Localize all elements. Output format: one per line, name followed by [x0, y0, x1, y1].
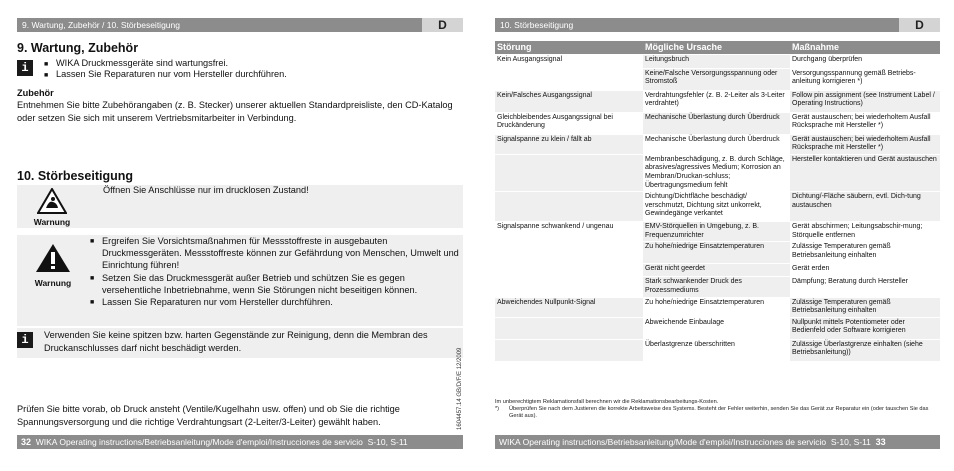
footnote-mark: *) — [495, 406, 500, 412]
fault-cell: Signalspanne schwankend / ungenau — [495, 222, 643, 242]
maintenance-bullets — [44, 58, 287, 80]
table-header-row — [495, 41, 940, 54]
hot-surface-warning — [23, 188, 81, 227]
cause-cell: Mechanische Überlastung durch Überdruck — [643, 134, 790, 154]
section-9-heading: 9. Wartung, Zubehör — [17, 41, 139, 55]
fault-cell — [495, 264, 643, 277]
fault-cell: Abweichendes Nullpunkt-Signal — [495, 297, 643, 317]
right-footer-model: S-10, S-11 — [830, 437, 871, 447]
left-page-number: 32 — [21, 437, 32, 447]
table-row — [495, 54, 940, 68]
cause-cell: Verdrahtungsfehler (z. B. 2-Leiter als 3-Leiter verdrahtet) — [643, 90, 790, 112]
check-text: Prüfen Sie bitte vorab, ob Druck ansteht (Ventile/Kugelhahn usw. offen) und ob Sie die richtige Spannungsversorgung und die richtige Verdrahtungsart (2-Leiter/3-Leiter) gewählt haben. — [17, 404, 400, 427]
action-cell: Dichtung/-Fläche säubern, evtl. Dich-tung austauschen — [790, 192, 940, 222]
action-cell: Gerät austauschen; bei wiederholtem Ausfall Rücksprache mit Hersteller *) — [790, 134, 940, 154]
cause-cell: Zu hohe/niedrige Einsatztemperaturen — [643, 242, 790, 264]
table-row — [495, 222, 940, 242]
table-row — [495, 277, 940, 297]
warning-list — [90, 235, 460, 308]
exclamation-warning-icon — [35, 243, 71, 273]
table-row — [495, 112, 940, 134]
warning-item: ■ Setzen Sie das Druckmessgerät außer Betrieb und schützen Sie es gegen versehentliche Inbetriebnahme, wenn Sie Störungen nicht beseitigen können. — [90, 272, 460, 296]
action-cell: Gerät austauschen; bei wiederholtem Ausfall Rücksprache mit Hersteller *) — [790, 112, 940, 134]
col-cause: Mögliche Ursache — [643, 41, 790, 54]
footnote-2-text: Überprüfen Sie nach dem Justieren die korrekte Arbeitsweise des Systems. Besteht der Fehler weiterhin, senden Sie das Gerät zur Reparatur ein (oder tauschen Sie das Gerät aus). — [509, 406, 929, 419]
action-cell: Versorgungsspannung gemäß Betriebs-anleitung korrigieren *) — [790, 68, 940, 90]
cause-cell: Dichtung/Dichtfläche beschädigt/ verschmutzt, Dichtung sitzt unkorrekt, Gewindegänge verkantet — [643, 192, 790, 222]
fault-cell — [495, 154, 643, 191]
table-row — [495, 317, 940, 339]
fault-cell: Gleichbleibendes Ausgangssignal bei Druckänderung — [495, 112, 643, 134]
info-icon: i — [17, 60, 33, 76]
footnote-2 — [495, 406, 935, 420]
table-row — [495, 154, 940, 191]
fault-cell: Signalspanne zu klein / fällt ab — [495, 134, 643, 154]
general-warning — [25, 243, 81, 288]
info-icon: i — [17, 332, 33, 348]
bullet-item: ■ WIKA Druckmessgeräte sind wartungsfrei. — [44, 58, 287, 69]
action-cell: Zulässige Temperaturen gemäß Betriebsanleitung einhalten — [790, 297, 940, 317]
cause-cell: Abweichende Einbaulage — [643, 317, 790, 339]
action-cell: Durchgang überprüfen — [790, 54, 940, 68]
section-10-heading: 10. Störbeseitigung — [17, 169, 133, 183]
cause-cell: Membranbeschädigung, z. B. durch Schläge, abrasives/agressives Medium; Korrosion an Membran/Druckan-schluss; Übertragungsmedium fehlt — [643, 154, 790, 191]
fault-cell — [495, 339, 643, 361]
fault-cell: Kein/Falsches Ausgangssignal — [495, 90, 643, 112]
right-footer-text: WIKA Operating instructions/Betriebsanleitung/Mode d'emploi/Instrucciones de servicio — [499, 437, 827, 447]
document-code: 1604457.14 GB/D/F/E 12/2009 — [457, 347, 463, 430]
cause-cell: Keine/Falsche Versorgungsspannung oder Stromstoß — [643, 68, 790, 90]
fault-cell — [495, 277, 643, 297]
action-cell: Nullpunkt mittels Potentiometer oder Bedienfeld oder Software korrigieren — [790, 317, 940, 339]
right-header — [495, 18, 940, 32]
table-row — [495, 68, 940, 90]
table-row — [495, 192, 940, 222]
cause-cell: Mechanische Überlastung durch Überdruck — [643, 112, 790, 134]
left-footer — [17, 435, 463, 449]
warning-item: ■ Ergreifen Sie Vorsichtsmaßnahmen für Messstoffreste in ausgebauten Druckmessgeräten. Messstoffreste können zur Gefährdung von Menschen, Umwelt und Einrichtung führen! — [90, 235, 460, 272]
cause-cell: Leitungsbruch — [643, 54, 790, 68]
table-row — [495, 134, 940, 154]
cause-cell: Gerät nicht geerdet — [643, 264, 790, 277]
fault-cell — [495, 242, 643, 264]
cause-cell: EMV-Störquellen in Umgebung, z. B. Frequenzumrichter — [643, 222, 790, 242]
cause-cell: Stark schwankender Druck des Prozessmediums — [643, 277, 790, 297]
fault-cell — [495, 317, 643, 339]
warning-text-1: Öffnen Sie Anschlüsse nur im drucklosen Zustand! — [103, 185, 309, 195]
cause-cell: Zu hohe/niedrige Einsatztemperaturen — [643, 297, 790, 317]
right-page-number: 33 — [875, 437, 886, 447]
action-cell: Follow pin assignment (see Instrument Label / Operating Instructions) — [790, 90, 940, 112]
accessories-title: Zubehör — [17, 88, 54, 98]
accessories-text: Entnehmen Sie bitte Zubehörangaben (z. B. Stecker) unserer aktuellen Standardpreisliste, den CD-Katalog oder setzen Sie sich mit unserem Vertriebsmitarbeiter in Verbindung. — [17, 100, 453, 123]
warning-item: ■ Lassen Sie Reparaturen nur vom Hersteller durchführen. — [90, 296, 460, 308]
cause-cell: Überlastgrenze überschritten — [643, 339, 790, 361]
right-section-letter: D — [899, 18, 940, 32]
action-cell: Zulässige Temperaturen gemäß Betriebsanleitung einhalten — [790, 242, 940, 264]
table-row — [495, 90, 940, 112]
left-footer-model: S-10, S-11 — [367, 437, 408, 447]
action-cell: Gerät abschirmen; Leitungsabschir-mung; Störquelle entfernen — [790, 222, 940, 242]
bullet-item: ■ Lassen Sie Reparaturen nur vom Hersteller durchführen. — [44, 69, 287, 80]
col-fault: Störung — [495, 41, 643, 54]
warning-label-1: Warnung — [33, 217, 71, 227]
table-row — [495, 339, 940, 361]
info-text: Verwenden Sie keine spitzen bzw. harten Gegenstände zur Reinigung, denn die Membran des Druckanschlusses darf nicht beschädigt werden. — [44, 330, 428, 353]
table-body — [495, 54, 940, 361]
right-header-title: 10. Störbeseitigung — [500, 20, 574, 30]
troubleshooting-table — [495, 41, 940, 361]
action-cell: Zulässige Überlastgrenze einhalten (siehe Betriebsanleitung)) — [790, 339, 940, 361]
left-header — [17, 18, 463, 32]
warning-label-2: Warnung — [34, 278, 72, 288]
footnote-1: Im unberechtigtem Reklamationsfall berechnen wir die Reklamationsbearbeitungs-Kosten. — [495, 399, 719, 405]
table-row — [495, 264, 940, 277]
fault-cell — [495, 192, 643, 222]
left-header-title: 9. Wartung, Zubehör / 10. Störbeseitigung — [22, 20, 180, 30]
col-action: Maßnahme — [790, 41, 940, 54]
left-section-letter: D — [422, 18, 463, 32]
table-row — [495, 242, 940, 264]
action-cell: Dämpfung; Beratung durch Hersteller — [790, 277, 940, 297]
table-row — [495, 297, 940, 317]
right-footer — [495, 435, 940, 449]
left-footer-text: WIKA Operating instructions/Betriebsanleitung/Mode d'emploi/Instrucciones de servicio — [35, 437, 363, 447]
hand-warning-icon — [37, 188, 67, 214]
fault-cell: Kein Ausgangssignal — [495, 54, 643, 68]
action-cell: Gerät erden — [790, 264, 940, 277]
fault-cell — [495, 68, 643, 90]
action-cell: Hersteller kontaktieren und Gerät austauschen — [790, 154, 940, 191]
right-page — [477, 0, 954, 471]
